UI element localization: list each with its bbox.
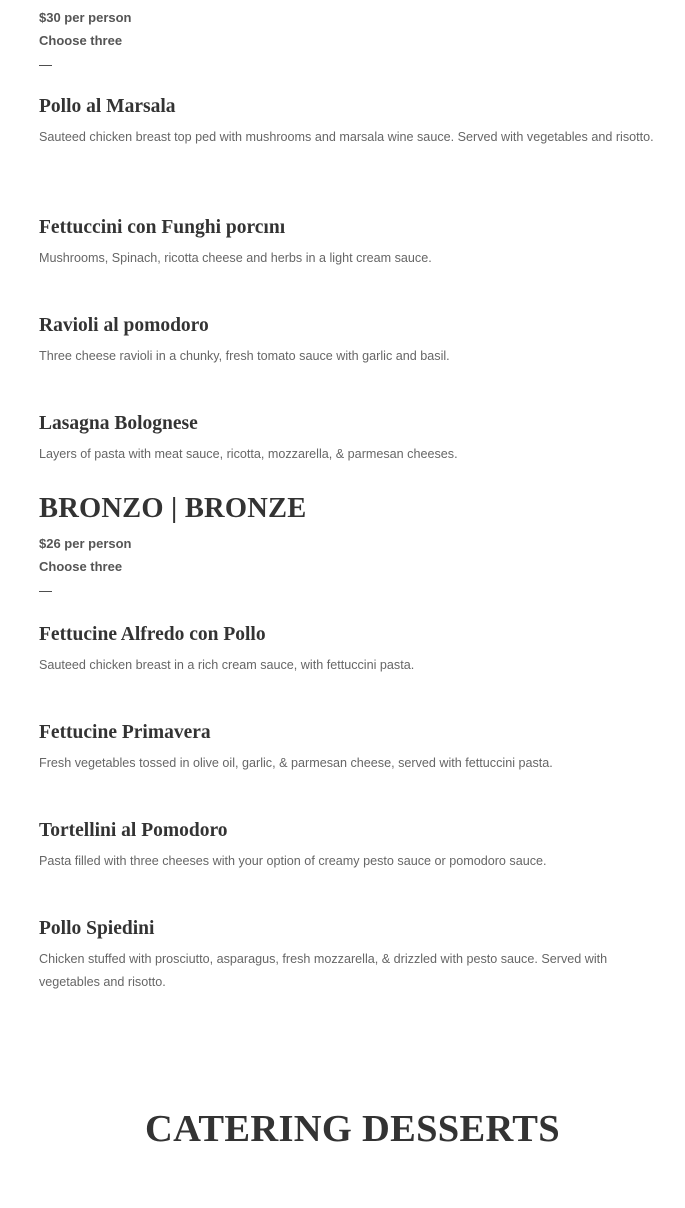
menu-item-description: Pasta filled with three cheeses with your option of creamy pesto sauce or pomodoro sauce. [39,854,547,868]
silver-divider: — [39,57,52,72]
menu-item-title: Lasagna Bolognese [39,413,198,434]
catering-desserts-heading: CATERING DESSERTS [145,1108,560,1150]
menu-item-title: Fettuccini con Funghi porcını [39,217,286,238]
menu-item-title: Fettucine Alfredo con Pollo [39,624,266,645]
silver-choose-note: Choose three [39,33,123,48]
menu-item-description: Layers of pasta with meat sauce, ricotta, mozzarella, & parmesan cheeses. [39,447,458,461]
menu-item-description: Mushrooms, Spinach, ricotta cheese and herbs in a light cream sauce. [39,251,432,265]
menu-item-description: Three cheese ravioli in a chunky, fresh tomato sauce with garlic and basil. [39,349,450,363]
menu-item-title: Pollo al Marsala [39,96,176,117]
menu-item-description: Sauteed chicken breast in a rich cream sauce, with fettuccini pasta. [39,658,415,672]
bronze-section-title: BRONZO | BRONZE [39,493,307,524]
silver-price: $30 per person [39,10,132,25]
menu-item-description: Sauteed chicken breast top ped with mushrooms and marsala wine sauce. Served with vegetables and risotto. [39,130,654,144]
menu-item-title: Fettucine Primavera [39,722,211,743]
menu-item-description: Chicken stuffed with prosciutto, asparagus, fresh mozzarella, & drizzled with pesto sauce. Served with vegetables and risotto. [39,952,608,989]
bronze-choose-note: Choose three [39,559,123,574]
menu-item-title: Tortellini al Pomodoro [39,820,228,841]
menu-item-title: Ravioli al pomodoro [39,315,209,336]
menu-item-title: Pollo Spiedini [39,918,155,939]
bronze-price: $26 per person [39,536,132,551]
bronze-divider: — [39,583,52,598]
menu-item-description: Fresh vegetables tossed in olive oil, garlic, & parmesan cheese, served with fettuccini pasta. [39,756,553,770]
